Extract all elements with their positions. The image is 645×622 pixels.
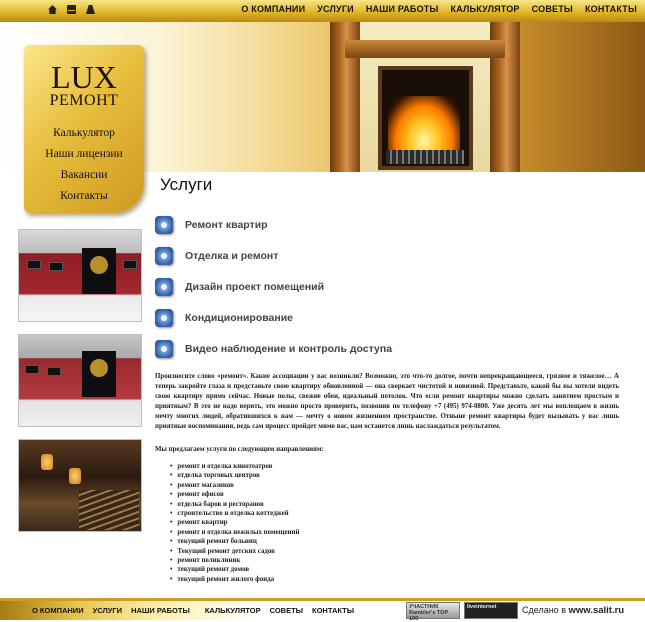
mail-icon[interactable] <box>67 5 76 14</box>
tv-screen <box>25 365 39 374</box>
list-item: • текущий ремонт домов <box>170 565 299 574</box>
intro-paragraph: Произнесите слово «ремонт». Какие ассоциации у вас возникли? Возможно, это что-то долгое, почти непрекращающееся, грязное и тяжелое… А теперь закройте глаза и представьте свою квартиру обновленной — она сверкает чистотой и новизной. Представьте, какой бы вы хотели видеть свою квартиру прямо сейчас. Новые полы, свежие обои, идеальный потолок. Что если ремонт квартиры можно сделать занятием простым и приятным? В это не надо верить, это можно просто проверить, позвонив по телефону +7 (495) 974-0800. Уже десять лет мы воплощаем в жизнь мечту многих людей, обратившихся к нам — мечту о новом жизненном пространстве. Отныне ремонт квартиры будет вызывать у вас лишь приятные воспоминания, ведь сам процесс пройдет мимо вас, нам останется лишь наслаждаться результатом. <box>155 373 619 430</box>
logo-remont: РЕМОНТ <box>49 92 119 109</box>
directions-list <box>170 462 299 584</box>
project-photo-1[interactable] <box>18 229 142 322</box>
footer-nav-works[interactable]: НАШИ РАБОТЫ <box>131 606 190 615</box>
footer-band <box>0 598 645 601</box>
list-item: • ремонт поликлиник <box>170 556 299 565</box>
service-item[interactable] <box>155 306 535 330</box>
list-item: • Текущий ремонт детских садов <box>170 547 299 556</box>
cinema-emblem <box>90 359 108 377</box>
service-item[interactable] <box>155 244 535 268</box>
home-icon[interactable] <box>48 5 57 14</box>
service-item[interactable] <box>155 337 535 361</box>
fire-flame <box>388 96 460 152</box>
footer-nav <box>32 606 354 615</box>
footer-nav-tips[interactable]: СОВЕТЫ <box>269 606 304 615</box>
tv-screen <box>27 260 41 269</box>
sitemap-icon[interactable] <box>86 5 95 14</box>
logo-panel <box>24 45 144 213</box>
list-item: • ремонт и отделка нежилых помещений <box>170 528 299 537</box>
footer-nav-calculator[interactable]: КАЛЬКУЛЯТОР <box>204 606 261 615</box>
top-nav-about[interactable]: О КОМПАНИИ <box>241 4 306 14</box>
title-bar <box>146 172 645 200</box>
top-bar <box>0 0 645 23</box>
tv-screen <box>123 260 137 269</box>
made-by-site[interactable]: www.salit.ru <box>568 605 625 616</box>
top-nav-calculator[interactable]: КАЛЬКУЛЯТОР <box>450 4 520 14</box>
project-photo-3[interactable] <box>18 439 142 532</box>
list-item: • ремонт офисов <box>170 490 299 499</box>
side-nav <box>24 123 144 207</box>
service-badge-icon <box>155 216 173 234</box>
service-badge-icon <box>155 340 173 358</box>
staircase <box>79 490 139 530</box>
lamp <box>41 454 53 470</box>
service-label[interactable]: Кондиционирование <box>185 312 294 324</box>
tv-screen <box>47 367 61 376</box>
top-nav-contacts[interactable]: КОНТАКТЫ <box>584 4 637 14</box>
service-item[interactable] <box>155 275 535 299</box>
service-badge-icon <box>155 309 173 327</box>
project-photo-2[interactable] <box>18 334 142 427</box>
service-label[interactable]: Отделка и ремонт <box>185 250 279 262</box>
service-badge-icon <box>155 247 173 265</box>
cinema-emblem <box>90 256 108 274</box>
service-label[interactable]: Видео наблюдение и контроль доступа <box>185 343 393 355</box>
top-nav-works[interactable]: НАШИ РАБОТЫ <box>365 4 439 14</box>
made-by-prefix: Сделано в <box>522 605 566 615</box>
list-item: • отделка баров и ресторанов <box>170 500 299 509</box>
list-item: • ремонт квартир <box>170 518 299 527</box>
lamp <box>69 468 81 484</box>
top-nav <box>241 4 637 14</box>
service-label[interactable]: Ремонт квартир <box>185 219 268 231</box>
logo-lux[interactable]: LUX <box>51 59 117 95</box>
rambler-counter[interactable]: УЧАСТНИК Rambler's TOP 100 <box>406 602 460 619</box>
side-nav-calculator[interactable]: Калькулятор <box>53 127 115 139</box>
fireplace-grate <box>386 150 464 164</box>
footer-nav-contacts[interactable]: КОНТАКТЫ <box>312 606 355 615</box>
service-badge-icon <box>155 278 173 296</box>
list-item: • текущий ремонт больниц <box>170 537 299 546</box>
list-item: • отделка торговых центров <box>170 471 299 480</box>
list-item: • текущий ремонт жилого фонда <box>170 575 299 584</box>
top-nav-tips[interactable]: СОВЕТЫ <box>531 4 573 14</box>
service-label[interactable]: Дизайн проект помещений <box>185 281 325 293</box>
top-icons <box>48 5 95 14</box>
footer-nav-about[interactable]: О КОМПАНИИ <box>32 606 84 615</box>
page-title: Услуги <box>160 175 213 194</box>
list-item: • строительство и отделка коттеджей <box>170 509 299 518</box>
tv-screen <box>49 262 63 271</box>
made-by[interactable] <box>522 605 624 616</box>
list-item: • ремонт магазинов <box>170 481 299 490</box>
footer-nav-services[interactable]: УСЛУГИ <box>92 606 123 615</box>
side-nav-vacancies[interactable]: Вакансии <box>60 169 108 181</box>
directions-heading: Мы предлагаем услуги по следующим направлениям: <box>155 446 324 453</box>
service-item[interactable] <box>155 213 535 237</box>
top-nav-services[interactable]: УСЛУГИ <box>317 4 354 14</box>
fireplace-mantel <box>345 40 505 58</box>
side-nav-licenses[interactable]: Наши лицензии <box>45 148 123 160</box>
list-item: • ремонт и отделка кинотеатров <box>170 462 299 471</box>
side-nav-contacts[interactable]: Контакты <box>60 190 108 202</box>
liveinternet-counter[interactable]: liveinternet <box>464 602 518 619</box>
